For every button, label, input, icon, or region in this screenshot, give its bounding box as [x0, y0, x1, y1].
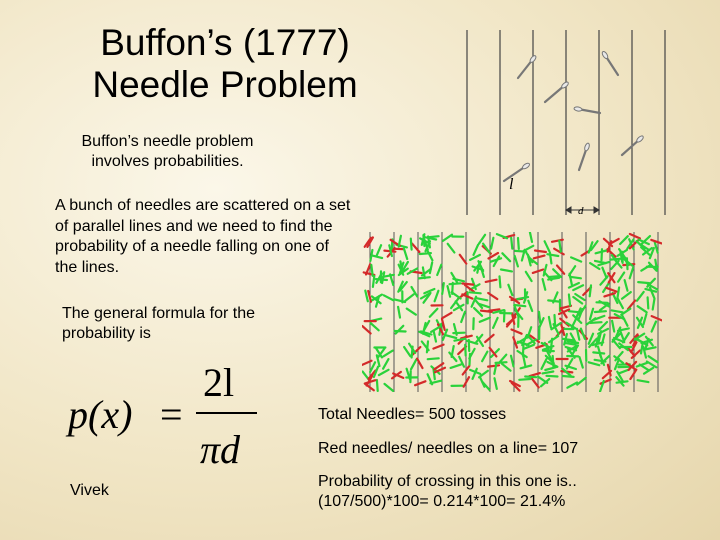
crossing-needle: [362, 326, 370, 333]
crossing-needle: [486, 280, 497, 282]
crossing-needle: [481, 311, 492, 312]
formula-lhs: p(x): [68, 392, 133, 437]
non-crossing-needle: [493, 318, 498, 328]
non-crossing-needle: [427, 251, 432, 261]
non-crossing-needle: [474, 308, 482, 316]
needle-length-label: l: [509, 176, 514, 193]
non-crossing-needle: [593, 352, 604, 353]
crossing-needle: [552, 240, 563, 242]
non-crossing-needle: [435, 291, 439, 301]
non-crossing-needle: [530, 232, 532, 242]
parallel-lines: [467, 30, 665, 215]
non-crossing-needle: [508, 285, 512, 295]
non-crossing-needle: [559, 241, 561, 252]
non-crossing-needle: [595, 311, 606, 312]
non-crossing-needle: [420, 253, 431, 254]
non-crossing-needle: [412, 347, 413, 358]
probability-formula: [60, 360, 270, 470]
non-crossing-needle: [563, 376, 574, 377]
formula-denominator: πd: [200, 427, 241, 470]
non-crossing-needle: [589, 362, 600, 365]
needle: [579, 143, 590, 170]
non-crossing-needle: [515, 256, 518, 267]
non-crossing-needle: [470, 255, 480, 260]
spacing-label: d: [578, 205, 584, 217]
non-crossing-needle: [383, 359, 388, 369]
non-crossing-needle: [543, 351, 554, 352]
non-crossing-needle: [518, 342, 529, 345]
non-crossing-needle: [385, 384, 394, 391]
non-crossing-needle: [501, 270, 512, 272]
non-crossing-needle: [502, 364, 511, 371]
non-crossing-needle: [526, 272, 532, 281]
non-crossing-needle: [637, 292, 644, 301]
intro-text: Buffon’s needle problem involves probabilities.: [81, 133, 254, 170]
crossing-needle: [488, 365, 499, 366]
non-crossing-needle: [465, 345, 466, 356]
non-crossing-needle: [448, 286, 451, 297]
non-crossing-needle: [500, 276, 501, 287]
non-crossing-needle: [649, 356, 658, 362]
non-crossing-needle: [549, 336, 558, 342]
non-crossing-needle: [496, 362, 507, 363]
non-crossing-needle: [543, 279, 546, 290]
result-probability: Probability of crossing in this one is..(107/500)*100= 0.214*100= 21.4%: [318, 473, 577, 510]
title-line-2: Needle Problem: [92, 64, 358, 105]
crossing-needle: [630, 370, 636, 379]
non-crossing-needle: [549, 276, 560, 277]
non-crossing-needle: [404, 347, 410, 356]
non-crossing-needle: [482, 352, 487, 362]
non-crossing-needle: [423, 267, 425, 278]
non-crossing-needle: [448, 244, 455, 253]
non-crossing-needle: [528, 301, 532, 311]
non-crossing-needle: [451, 364, 462, 368]
non-crossing-needle: [495, 378, 497, 389]
non-crossing-needle: [638, 306, 647, 312]
non-crossing-needle: [514, 305, 525, 306]
non-crossing-needle: [630, 268, 633, 278]
non-crossing-needle: [474, 245, 479, 255]
non-crossing-needle: [491, 238, 493, 249]
crossing-needle: [652, 316, 662, 320]
non-crossing-needle: [591, 322, 602, 323]
non-crossing-needle: [477, 298, 488, 300]
needles: [504, 51, 644, 181]
non-crossing-needle: [502, 253, 510, 261]
non-crossing-needle: [377, 245, 381, 255]
non-crossing-needle: [371, 323, 379, 330]
non-crossing-needle: [451, 273, 457, 282]
crossing-needle: [630, 234, 640, 238]
non-crossing-needle: [373, 276, 374, 287]
non-crossing-needle: [434, 331, 436, 342]
non-crossing-needle: [517, 297, 528, 299]
non-crossing-needle: [622, 292, 631, 299]
crossing-needle: [557, 266, 564, 274]
non-crossing-needle: [617, 381, 628, 382]
non-crossing-needle: [524, 246, 534, 251]
non-crossing-needle: [570, 277, 581, 279]
non-crossing-needle: [627, 258, 628, 269]
non-crossing-needle: [596, 251, 607, 254]
non-crossing-needle: [597, 302, 608, 303]
non-crossing-needle: [419, 277, 430, 278]
non-crossing-needle: [569, 266, 575, 275]
non-crossing-needle: [590, 285, 591, 296]
formula-numerator: 2l: [203, 360, 235, 405]
non-crossing-needle: [470, 354, 471, 365]
non-crossing-needle: [377, 380, 378, 391]
non-crossing-needle: [653, 299, 655, 310]
slide-title: [40, 22, 410, 106]
crossing-needle: [462, 284, 473, 285]
crossing-needle: [606, 288, 616, 292]
non-crossing-needle: [384, 295, 394, 300]
non-crossing-needle: [547, 254, 558, 256]
non-crossing-needle: [542, 359, 547, 369]
crossing-needle: [651, 240, 661, 244]
result-total: Total Needles= 500 tosses: [318, 406, 507, 423]
non-crossing-needle: [612, 321, 614, 332]
non-crossing-needle: [612, 310, 623, 312]
non-crossing-needle: [618, 273, 624, 282]
crossing-needle: [460, 255, 467, 264]
non-crossing-needle: [648, 297, 649, 308]
non-crossing-needle: [545, 241, 550, 251]
non-crossing-needle: [647, 362, 656, 368]
non-crossing-needle: [602, 268, 606, 278]
non-crossing-needle: [411, 360, 416, 370]
non-crossing-needle: [404, 249, 407, 260]
needle: [518, 55, 537, 78]
non-crossing-needle: [652, 322, 656, 332]
needle-simulation: [362, 232, 662, 392]
non-crossing-needle: [371, 265, 372, 276]
non-crossing-needle: [518, 238, 519, 249]
non-crossing-needle: [511, 238, 512, 249]
non-crossing-needle: [620, 236, 628, 244]
crossing-needle: [535, 251, 546, 253]
crossing-needle: [512, 330, 522, 334]
non-crossing-needle: [511, 356, 514, 367]
non-crossing-needle: [405, 294, 414, 301]
non-crossing-needle: [428, 358, 439, 359]
non-crossing-needle: [528, 255, 531, 266]
non-crossing-needle: [461, 312, 465, 322]
description-text: A bunch of needles are scattered on a set of parallel lines and we need to find the probability of a needle falling on one of the lines.: [55, 197, 351, 276]
non-crossing-needle: [519, 379, 530, 380]
crossing-needle: [534, 256, 545, 259]
non-crossing-needle: [370, 250, 372, 261]
non-crossing-needle: [600, 276, 607, 284]
non-crossing-needle: [638, 282, 649, 283]
needle: [574, 106, 600, 113]
non-crossing-needle: [650, 288, 654, 298]
simulation-needles: [362, 232, 662, 391]
formula-intro-text: The general formula for the probability is: [62, 305, 255, 342]
needle-diagram: [460, 25, 670, 220]
crossing-needle: [485, 335, 493, 342]
crossing-needle: [415, 381, 425, 385]
non-crossing-needle: [480, 318, 490, 322]
non-crossing-needle: [430, 262, 432, 273]
non-crossing-needle: [395, 299, 406, 302]
non-crossing-needle: [617, 288, 619, 299]
non-crossing-needle: [379, 370, 389, 375]
crossing-needle: [442, 313, 452, 319]
result-red-needles: Red needles/ needles on a line= 107: [318, 440, 579, 457]
non-crossing-needle: [443, 235, 452, 241]
non-crossing-needle: [638, 380, 649, 382]
non-crossing-needle: [437, 265, 441, 275]
non-crossing-needle: [643, 314, 646, 325]
non-crossing-needle: [571, 257, 581, 261]
non-crossing-needle: [521, 365, 532, 368]
non-crossing-needle: [567, 383, 577, 388]
non-crossing-needle: [407, 309, 416, 315]
needle: [601, 51, 618, 75]
non-crossing-needle: [577, 378, 586, 385]
non-crossing-needle: [539, 312, 540, 323]
non-crossing-needle: [543, 372, 554, 374]
non-crossing-needle: [470, 292, 481, 293]
non-crossing-needle: [549, 317, 551, 328]
needle: [504, 162, 530, 181]
non-crossing-needle: [479, 235, 485, 244]
non-crossing-needle: [525, 377, 536, 378]
non-crossing-needle: [580, 357, 583, 368]
formula-equals: =: [160, 392, 183, 437]
non-crossing-needle: [590, 309, 593, 320]
non-crossing-needle: [430, 309, 438, 317]
title-line-1: Buffon’s (1777): [100, 22, 350, 63]
non-crossing-needle: [398, 307, 400, 318]
non-crossing-needle: [569, 295, 570, 306]
non-crossing-needle: [504, 310, 505, 321]
non-crossing-needle: [383, 351, 392, 357]
non-crossing-needle: [625, 280, 628, 291]
non-crossing-needle: [411, 239, 412, 250]
non-crossing-needle: [497, 234, 507, 238]
needle: [622, 135, 644, 155]
non-crossing-needle: [641, 343, 643, 354]
non-crossing-needle: [480, 377, 485, 387]
non-crossing-needle: [450, 283, 461, 284]
non-crossing-needle: [547, 376, 558, 377]
author-name: Vivek: [70, 482, 109, 499]
non-crossing-needle: [446, 335, 457, 338]
non-crossing-needle: [655, 242, 658, 253]
non-crossing-needle: [553, 356, 554, 367]
